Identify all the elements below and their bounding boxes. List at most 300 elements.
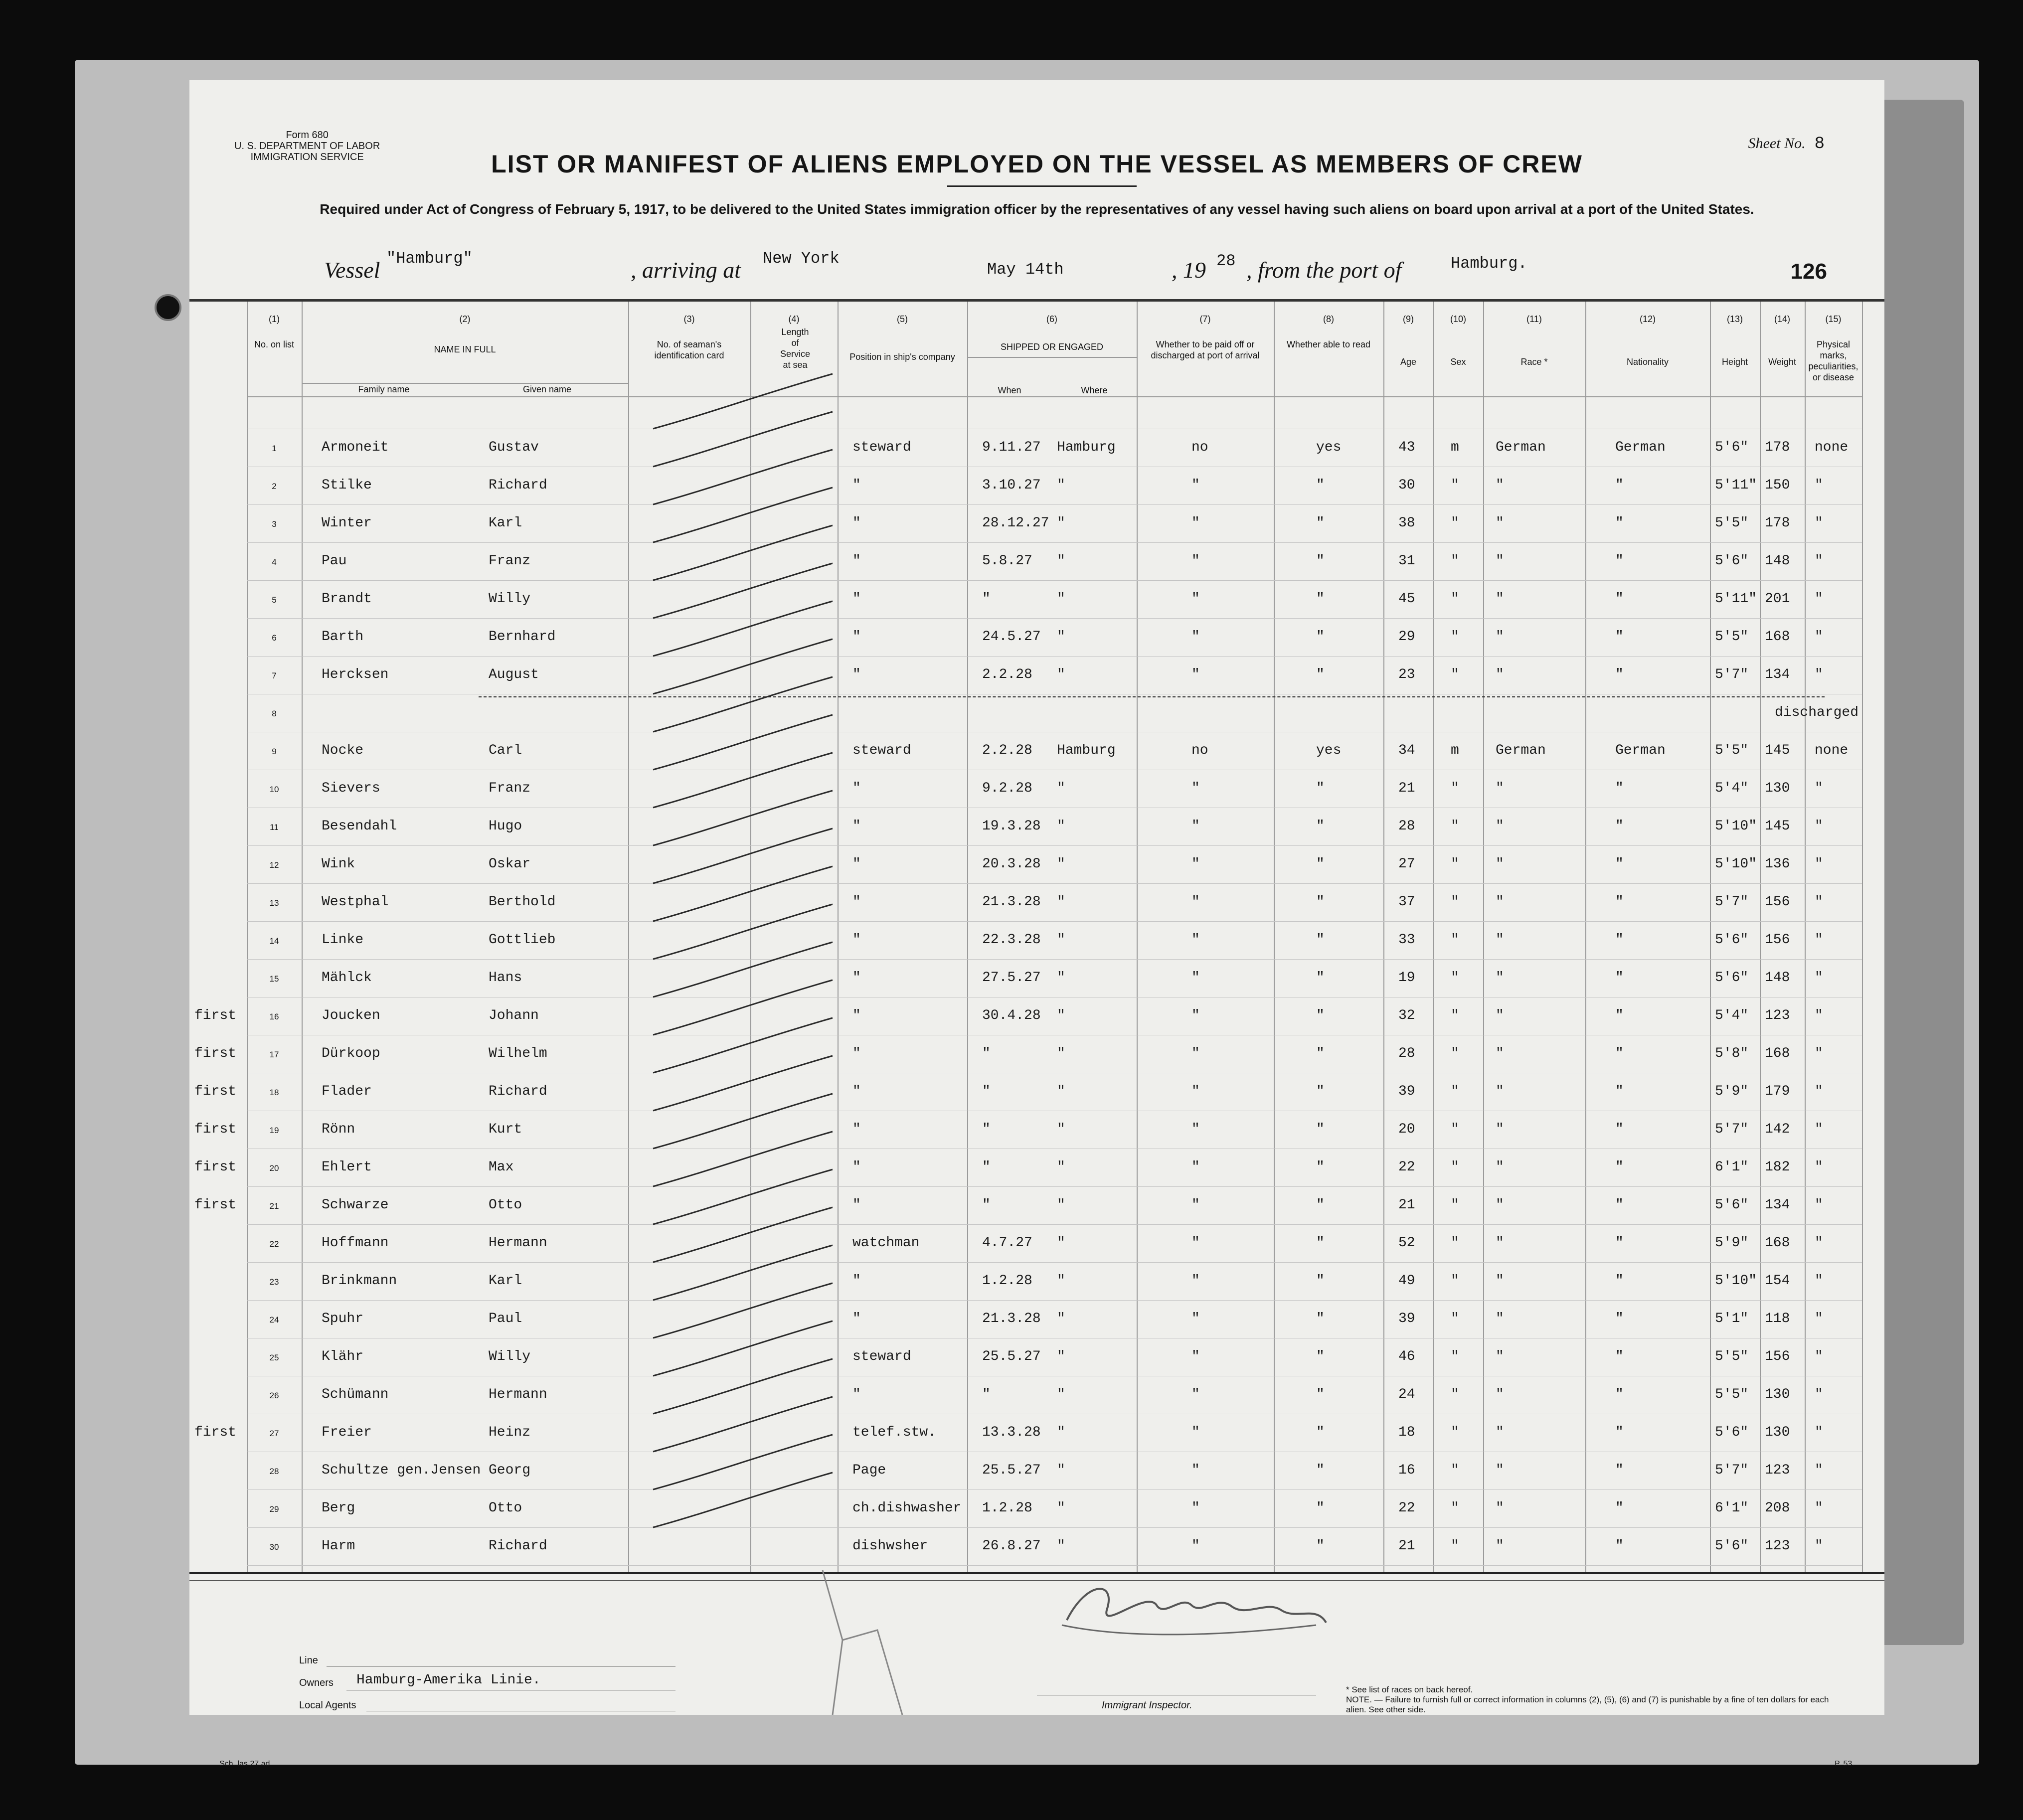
age: 39	[1398, 1084, 1415, 1099]
family-name: Hercksen	[322, 667, 389, 682]
height: 5'5"	[1715, 515, 1749, 531]
pencil-stroke	[653, 1245, 833, 1300]
able-to-read: "	[1316, 1538, 1325, 1554]
height: 5'7"	[1715, 1463, 1749, 1478]
paid-off: "	[1191, 553, 1200, 569]
physical-marks: "	[1815, 515, 1823, 531]
given-name: Berthold	[489, 894, 556, 910]
race: "	[1496, 1122, 1504, 1137]
column-rule	[838, 302, 839, 1573]
physical-marks: "	[1815, 1538, 1823, 1554]
physical-marks: "	[1815, 478, 1823, 493]
sheet-value: 8	[1814, 135, 1825, 154]
able-to-read: "	[1316, 894, 1325, 910]
where-engaged: "	[1057, 478, 1065, 493]
age: 28	[1398, 1046, 1415, 1061]
paid-off: "	[1191, 894, 1200, 910]
paid-off: "	[1191, 1500, 1200, 1516]
weight: 156	[1765, 894, 1790, 910]
where-engaged: "	[1057, 1008, 1065, 1023]
height: 5'5"	[1715, 1387, 1749, 1402]
given-name: Willy	[489, 1349, 531, 1364]
year-prefix: , 19	[1172, 257, 1206, 283]
physical-marks: discharged	[1775, 705, 1859, 720]
where-engaged: "	[1057, 667, 1065, 682]
header-sex: Sex	[1450, 357, 1466, 367]
height: 5'10"	[1715, 819, 1757, 834]
position: "	[852, 515, 861, 531]
page-title: LIST OR MANIFEST OF ALIENS EMPLOYED ON THE VESSEL AS MEMBERS OF CREW	[491, 150, 1583, 178]
pencil-stroke	[653, 412, 833, 467]
row-rule	[247, 618, 1862, 619]
row-number: 25	[269, 1353, 279, 1362]
row-number: 21	[269, 1201, 279, 1211]
sex: "	[1451, 781, 1459, 796]
physical-marks: "	[1815, 1122, 1823, 1137]
nationality: "	[1615, 553, 1624, 569]
height: 6'1"	[1715, 1500, 1749, 1516]
header-name-in-full: NAME IN FULL	[434, 344, 496, 354]
title-rule	[947, 185, 1137, 187]
row-number: 24	[269, 1315, 279, 1324]
where-engaged: "	[1057, 1463, 1065, 1478]
given-name: Johann	[489, 1008, 539, 1023]
header-length-service: Length of Service at sea	[780, 327, 811, 370]
schedule-mark: Sch. las 27 ad	[219, 1760, 270, 1768]
physical-marks: "	[1815, 591, 1823, 607]
given-name: Gustav	[489, 440, 539, 455]
pencil-stroke	[653, 1094, 833, 1149]
family-name: Klähr	[322, 1349, 364, 1364]
age: 31	[1398, 553, 1415, 569]
physical-marks: "	[1815, 1084, 1823, 1099]
physical-marks: "	[1815, 1235, 1823, 1251]
sex: "	[1451, 1008, 1459, 1023]
sex: "	[1451, 1046, 1459, 1061]
able-to-read: "	[1316, 667, 1325, 682]
physical-marks: "	[1815, 781, 1823, 796]
family-name: Schümann	[322, 1387, 389, 1402]
when-engaged: 27.5.27	[982, 970, 1041, 986]
age: 16	[1398, 1463, 1415, 1478]
given-name: Georg	[489, 1463, 531, 1478]
race: "	[1496, 667, 1504, 682]
height: 5'6"	[1715, 932, 1749, 948]
position: "	[852, 781, 861, 796]
nationality: "	[1615, 932, 1624, 948]
where-engaged: "	[1057, 1538, 1065, 1554]
owners-value: Hamburg-Amerika Linie.	[356, 1672, 541, 1688]
sex: "	[1451, 1387, 1459, 1402]
row-number: 26	[269, 1391, 279, 1400]
paid-off: "	[1191, 932, 1200, 948]
height: 5'5"	[1715, 1349, 1749, 1364]
able-to-read: "	[1316, 1273, 1325, 1289]
given-name: Karl	[489, 1273, 522, 1289]
height: 6'1"	[1715, 1159, 1749, 1175]
weight: 201	[1765, 591, 1790, 607]
able-to-read: "	[1316, 1311, 1325, 1326]
row-rule	[247, 1300, 1862, 1301]
family-name: Brandt	[322, 591, 372, 607]
line-label: Line	[299, 1655, 318, 1666]
weight: 179	[1765, 1084, 1790, 1099]
pencil-stroke	[653, 374, 833, 429]
physical-marks: "	[1815, 553, 1823, 569]
height: 5'6"	[1715, 1425, 1749, 1440]
family-name: Stilke	[322, 478, 372, 493]
pencil-stroke	[653, 1056, 833, 1111]
sex: "	[1451, 932, 1459, 948]
race: "	[1496, 781, 1504, 796]
family-name: Flader	[322, 1084, 372, 1099]
paid-off: no	[1191, 743, 1208, 758]
where-engaged: "	[1057, 629, 1065, 645]
sex: m	[1451, 440, 1459, 455]
when-engaged: 1.2.28	[982, 1273, 1032, 1289]
position: "	[852, 819, 861, 834]
race: "	[1496, 553, 1504, 569]
row-number: 12	[269, 860, 279, 870]
family-name: Sievers	[322, 781, 380, 796]
age: 28	[1398, 819, 1415, 834]
sex: "	[1451, 1235, 1459, 1251]
bottom-rule	[189, 1572, 1884, 1574]
position: "	[852, 1273, 861, 1289]
page-subtitle: Required under Act of Congress of February 5, 1917, to be delivered to the United States immigration officer by the representatives of any vessel having such aliens on board upon arrival at a port of the United States.	[320, 201, 1754, 217]
family-name: Spuhr	[322, 1311, 364, 1326]
nationality: "	[1615, 1349, 1624, 1364]
family-name: Joucken	[322, 1008, 380, 1023]
pencil-stroke	[653, 563, 833, 618]
when-engaged: 22.3.28	[982, 932, 1041, 948]
column-number: (8)	[1323, 314, 1334, 324]
paid-off: "	[1191, 970, 1200, 986]
height: 5'6"	[1715, 1538, 1749, 1554]
sex: "	[1451, 1273, 1459, 1289]
age: 37	[1398, 894, 1415, 910]
given-name: Hugo	[489, 819, 522, 834]
column-rule	[302, 302, 303, 1573]
weight: 154	[1765, 1273, 1790, 1289]
physical-marks: "	[1815, 1273, 1823, 1289]
able-to-read: "	[1316, 629, 1325, 645]
when-engaged: 21.3.28	[982, 894, 1041, 910]
position: telef.stw.	[852, 1425, 937, 1440]
position: "	[852, 478, 861, 493]
able-to-read: yes	[1316, 743, 1342, 758]
margin-note: first	[194, 1197, 237, 1213]
row-number: 7	[272, 671, 277, 680]
column-number: (6)	[1046, 314, 1057, 324]
position: "	[852, 1008, 861, 1023]
row-rule	[247, 580, 1862, 581]
row-number: 14	[269, 936, 279, 946]
row-number: 6	[272, 633, 277, 643]
header-no-on-list: No. on list	[254, 339, 295, 349]
owners-label: Owners	[299, 1677, 334, 1688]
able-to-read: "	[1316, 819, 1325, 834]
family-name: Westphal	[322, 894, 389, 910]
weight: 134	[1765, 1197, 1790, 1213]
when-engaged: 25.5.27	[982, 1349, 1041, 1364]
physical-marks: none	[1815, 440, 1849, 455]
where-engaged: "	[1057, 819, 1065, 834]
where-engaged: "	[1057, 1197, 1065, 1213]
sex: "	[1451, 667, 1459, 682]
position: steward	[852, 743, 911, 758]
position: dishwsher	[852, 1538, 928, 1554]
pencil-stroke	[653, 1397, 833, 1452]
column-rule	[1710, 302, 1711, 1573]
header-where: Where	[1081, 385, 1108, 395]
paid-off: "	[1191, 629, 1200, 645]
able-to-read: "	[1316, 1008, 1325, 1023]
physical-marks: "	[1815, 629, 1823, 645]
height: 5'8"	[1715, 1046, 1749, 1061]
able-to-read: "	[1316, 781, 1325, 796]
nationality: "	[1615, 591, 1624, 607]
when-engaged: 3.10.27	[982, 478, 1041, 493]
margin-note: first	[194, 1425, 237, 1440]
where-engaged: "	[1057, 856, 1065, 872]
given-name: Carl	[489, 743, 522, 758]
header-race: Race *	[1520, 357, 1548, 367]
row-number: 9	[272, 747, 277, 756]
able-to-read: "	[1316, 1084, 1325, 1099]
where-engaged: "	[1057, 1349, 1065, 1364]
weight: 182	[1765, 1159, 1790, 1175]
manifest-sheet	[189, 80, 1884, 1768]
height: 5'7"	[1715, 1122, 1749, 1137]
paid-off: "	[1191, 591, 1200, 607]
column-number: (1)	[269, 314, 280, 324]
nationality: "	[1615, 1046, 1624, 1061]
age: 27	[1398, 856, 1415, 872]
weight: 148	[1765, 970, 1790, 986]
nationality: "	[1615, 1159, 1624, 1175]
family-name: Mählck	[322, 970, 372, 986]
nationality: "	[1615, 515, 1624, 531]
row-number: 18	[269, 1088, 279, 1097]
header-when: When	[998, 385, 1021, 395]
where-engaged: "	[1057, 1046, 1065, 1061]
note-penalty: NOTE. — Failure to furnish full or correct information in columns (2), (5), (6) and (7) is punishable by a fine of ten dollars for each alien. See other side.	[1346, 1695, 1829, 1714]
header-paid-off: Whether to be paid off or discharged at port of arrival	[1151, 339, 1260, 360]
race: "	[1496, 1500, 1504, 1516]
height: 5'5"	[1715, 743, 1749, 758]
when-engaged: 1.2.28	[982, 1500, 1032, 1516]
paid-off: "	[1191, 478, 1200, 493]
pencil-stroke	[653, 601, 833, 656]
nationality: "	[1615, 1008, 1624, 1023]
paid-off: "	[1191, 1084, 1200, 1099]
able-to-read: "	[1316, 553, 1325, 569]
weight: 130	[1765, 1425, 1790, 1440]
able-to-read: "	[1316, 1463, 1325, 1478]
position: "	[852, 553, 861, 569]
family-name: Harm	[322, 1538, 355, 1554]
pencil-stroke	[653, 1132, 833, 1186]
when-engaged: "	[982, 591, 991, 607]
pencil-stroke	[653, 753, 833, 808]
height: 5'4"	[1715, 1008, 1749, 1023]
height: 5'7"	[1715, 894, 1749, 910]
pencil-stroke	[653, 866, 833, 921]
nationality: "	[1615, 970, 1624, 986]
position: "	[852, 1197, 861, 1213]
when-engaged: 26.8.27	[982, 1538, 1041, 1554]
header-able-to-read: Whether able to read	[1286, 339, 1371, 349]
where-engaged: "	[1057, 1159, 1065, 1175]
race: "	[1496, 515, 1504, 531]
sex: "	[1451, 1538, 1459, 1554]
physical-marks: "	[1815, 667, 1823, 682]
height: 5'1"	[1715, 1311, 1749, 1326]
race: "	[1496, 629, 1504, 645]
when-engaged: 5.8.27	[982, 553, 1032, 569]
sex: "	[1451, 1159, 1459, 1175]
from-port-label: , from the port of	[1246, 257, 1402, 283]
paid-off: "	[1191, 781, 1200, 796]
sex: "	[1451, 1084, 1459, 1099]
family-name: Pau	[322, 553, 347, 569]
age: 22	[1398, 1500, 1415, 1516]
paid-off: "	[1191, 1122, 1200, 1137]
vessel-name: "Hamburg"	[386, 249, 473, 268]
position: "	[852, 667, 861, 682]
weight: 150	[1765, 478, 1790, 493]
able-to-read: yes	[1316, 440, 1342, 455]
where-engaged: "	[1057, 591, 1065, 607]
note-races: * See list of races on back hereof.	[1346, 1685, 1473, 1694]
position: "	[852, 1159, 861, 1175]
weight: 123	[1765, 1463, 1790, 1478]
sex: "	[1451, 819, 1459, 834]
given-name: Richard	[489, 1538, 547, 1554]
when-engaged: "	[982, 1159, 991, 1175]
when-engaged: 9.11.27	[982, 440, 1041, 455]
when-engaged: "	[982, 1387, 991, 1402]
nationality: "	[1615, 781, 1624, 796]
race: "	[1496, 1008, 1504, 1023]
family-name: Freier	[322, 1425, 372, 1440]
row-rule	[247, 1186, 1862, 1187]
family-name: Wink	[322, 856, 355, 872]
position: watchman	[852, 1235, 920, 1251]
age: 21	[1398, 1538, 1415, 1554]
able-to-read: "	[1316, 478, 1325, 493]
column-rule	[247, 302, 248, 1573]
pencil-stroke	[653, 1435, 833, 1489]
family-name: Linke	[322, 932, 364, 948]
when-engaged: 9.2.28	[982, 781, 1032, 796]
pencil-stroke	[653, 1321, 833, 1376]
able-to-read: "	[1316, 1159, 1325, 1175]
paid-off: "	[1191, 1273, 1200, 1289]
given-name: Richard	[489, 1084, 547, 1099]
when-engaged: 2.2.28	[982, 667, 1032, 682]
height: 5'11"	[1715, 591, 1757, 607]
row-number: 20	[269, 1163, 279, 1173]
given-name: Oskar	[489, 856, 531, 872]
header-shipped-engaged: SHIPPED OR ENGAGED	[1000, 342, 1104, 352]
race: "	[1496, 1084, 1504, 1099]
when-engaged: 13.3.28	[982, 1425, 1041, 1440]
nationality: "	[1615, 1122, 1624, 1137]
where-engaged: "	[1057, 894, 1065, 910]
physical-marks: "	[1815, 856, 1823, 872]
arriving-label: , arriving at	[631, 257, 741, 283]
when-engaged: 21.3.28	[982, 1311, 1041, 1326]
column-number: (9)	[1403, 314, 1414, 324]
height: 5'10"	[1715, 856, 1757, 872]
header-position: Position in ship's company	[849, 352, 955, 362]
service-name: IMMIGRATION SERVICE	[250, 152, 364, 163]
nationality: "	[1615, 894, 1624, 910]
family-name: Winter	[322, 515, 372, 531]
height: 5'6"	[1715, 553, 1749, 569]
family-name: Schwarze	[322, 1197, 389, 1213]
manifest-number: 126	[1790, 259, 1827, 284]
nationality: "	[1615, 478, 1624, 493]
pencil-stroke	[653, 488, 833, 542]
paid-off: "	[1191, 1235, 1200, 1251]
family-name: Berg	[322, 1500, 355, 1516]
able-to-read: "	[1316, 970, 1325, 986]
race: "	[1496, 591, 1504, 607]
paid-off: "	[1191, 1008, 1200, 1023]
age: 39	[1398, 1311, 1415, 1326]
when-engaged: 24.5.27	[982, 629, 1041, 645]
where-engaged: "	[1057, 1273, 1065, 1289]
given-name: Hermann	[489, 1387, 547, 1402]
row-rule	[247, 504, 1862, 505]
row-number: 10	[269, 785, 279, 794]
sex: "	[1451, 629, 1459, 645]
physical-marks: "	[1815, 970, 1823, 986]
given-name: Karl	[489, 515, 522, 531]
race: "	[1496, 478, 1504, 493]
race: "	[1496, 1159, 1504, 1175]
height: 5'9"	[1715, 1084, 1749, 1099]
pencil-stroke	[653, 942, 833, 997]
height: 5'11"	[1715, 478, 1757, 493]
sex: "	[1451, 1122, 1459, 1137]
where-engaged: "	[1057, 1235, 1065, 1251]
paid-off: "	[1191, 515, 1200, 531]
nationality: "	[1615, 1463, 1624, 1478]
vessel-label: Vessel	[324, 257, 380, 283]
pencil-stroke	[653, 1018, 833, 1073]
row-number: 28	[269, 1467, 279, 1476]
where-engaged: Hamburg	[1057, 440, 1116, 455]
given-name: Franz	[489, 781, 531, 796]
row-number: 3	[272, 519, 277, 529]
row-number: 15	[269, 974, 279, 984]
row-rule	[247, 656, 1862, 657]
position: ch.dishwasher	[852, 1500, 962, 1516]
given-name: Max	[489, 1159, 514, 1175]
physical-marks: "	[1815, 1349, 1823, 1364]
form-number: Form 680	[286, 130, 329, 141]
able-to-read: "	[1316, 1197, 1325, 1213]
paid-off: "	[1191, 667, 1200, 682]
where-engaged: "	[1057, 1425, 1065, 1440]
age: 33	[1398, 932, 1415, 948]
weight: 168	[1765, 1235, 1790, 1251]
when-engaged: "	[982, 1084, 991, 1099]
